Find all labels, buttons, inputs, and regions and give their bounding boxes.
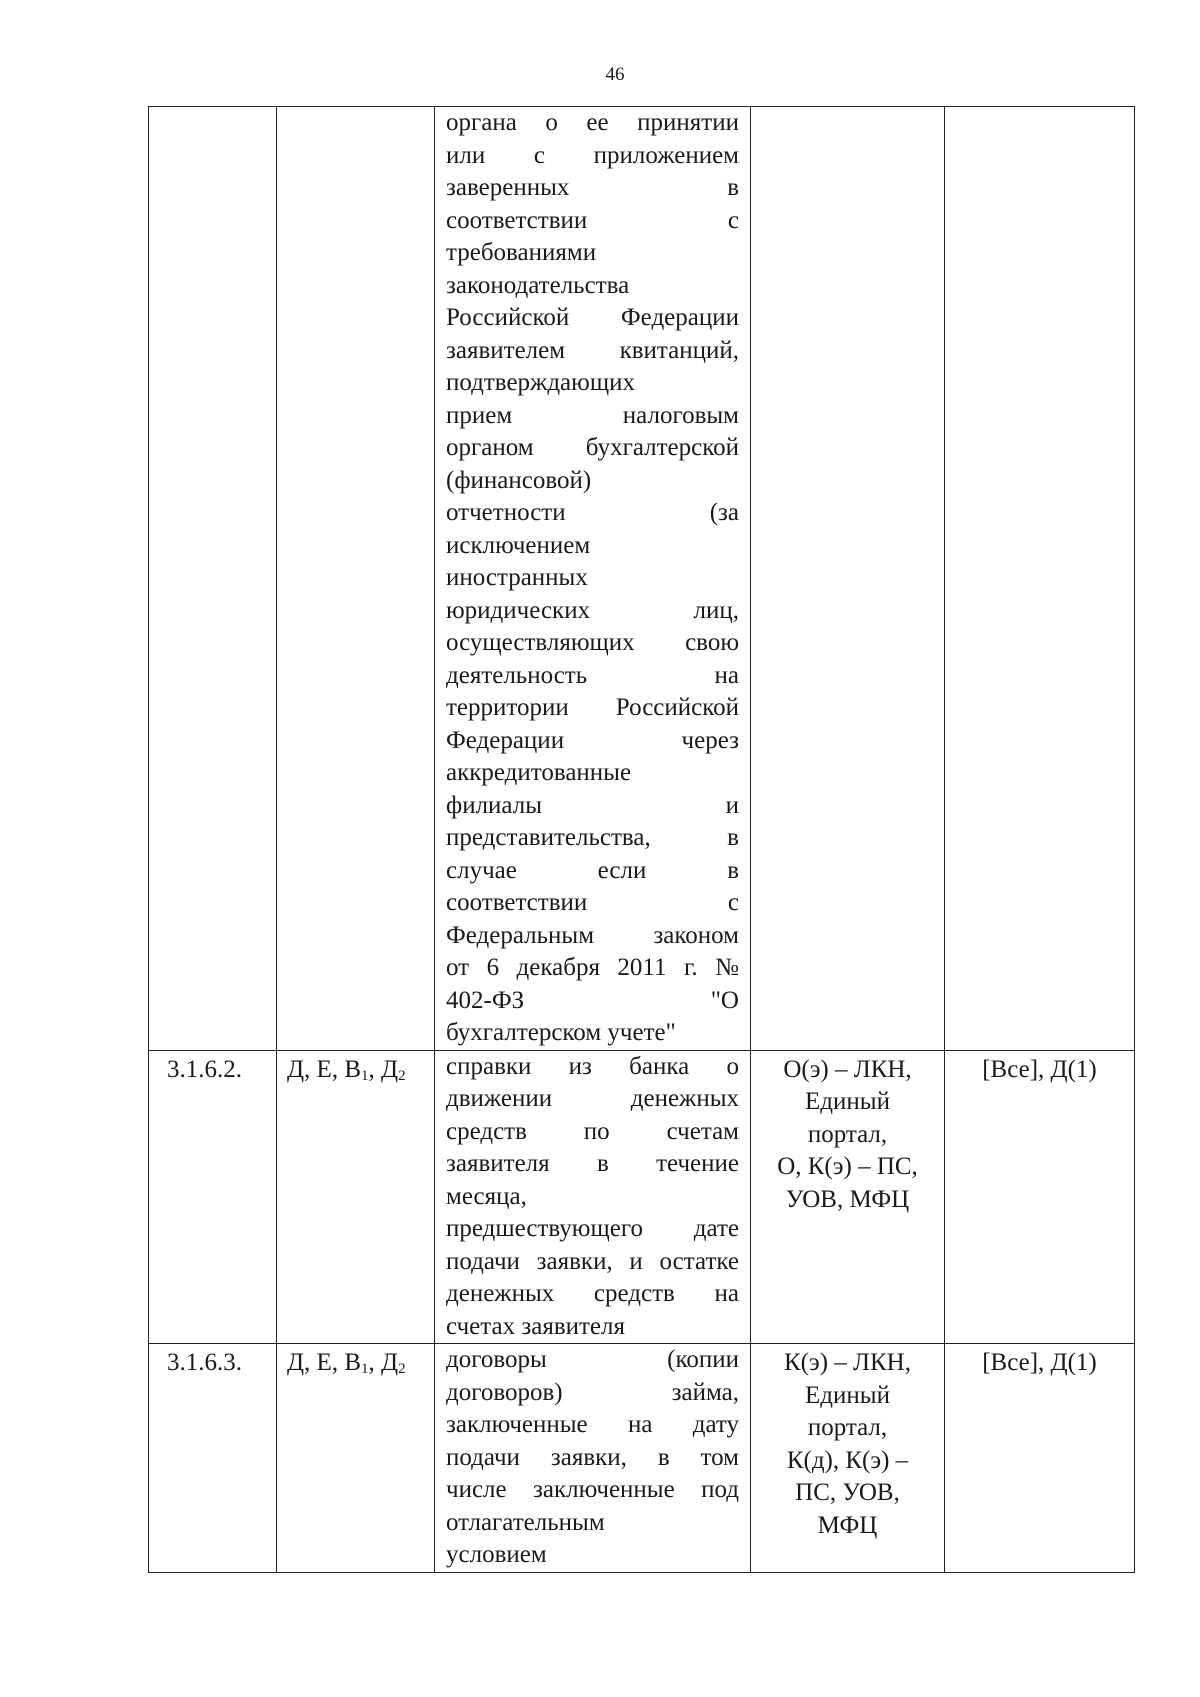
description-line: органа о ее принятии <box>446 109 739 136</box>
description-line: денежных средств на <box>446 1280 739 1307</box>
description-line: юридических лиц, <box>446 596 739 624</box>
row-number: 3.1.6.2. <box>149 1050 277 1344</box>
table-row-continuation <box>149 107 1135 1051</box>
code-subscript: 1 <box>361 1361 369 1377</box>
code-text: Д, Е, В <box>287 1055 361 1083</box>
submission-line: К(д), К(э) – <box>786 1446 909 1474</box>
code-text: , Д <box>368 1055 399 1083</box>
submission-cell <box>751 107 945 1051</box>
description-line: числе заключенные под <box>446 1476 739 1503</box>
description-line: Российской Федерации <box>446 304 739 331</box>
description-line: или с приложением <box>446 141 739 169</box>
description-line: договоры (копии <box>446 1346 739 1373</box>
description-line: представительства, в <box>446 824 739 851</box>
code-text: Д, Е, В <box>287 1349 361 1376</box>
codes-cell <box>277 1344 435 1573</box>
description-line: Федеральным законом <box>446 921 739 949</box>
description-line: прием налоговым <box>446 401 739 429</box>
description-line: движении денежных <box>446 1085 739 1112</box>
description-line: аккредитованные <box>446 759 632 786</box>
number-cell <box>149 107 277 1051</box>
submission-line: Единый <box>805 1381 890 1409</box>
description-line: средств по счетам <box>446 1117 739 1145</box>
code-subscript: 2 <box>398 1067 406 1084</box>
codes-cell <box>277 107 435 1051</box>
description-line: отчетности (за <box>446 499 739 526</box>
submission-line: О, К(э) – ПС, <box>777 1153 918 1180</box>
codes-cell <box>277 1050 435 1344</box>
code-text: , Д <box>368 1349 399 1376</box>
page-number: 46 <box>605 64 625 85</box>
row-number: 3.1.6.3. <box>149 1344 277 1573</box>
description-line: условием <box>446 1541 547 1568</box>
description-line: иностранных <box>446 564 588 591</box>
description-line: договоров) займа, <box>446 1378 739 1406</box>
table-row <box>149 1344 1135 1573</box>
submission-line: Единый <box>805 1088 890 1115</box>
description-line: от 6 декабря 2011 г. № <box>446 954 739 981</box>
table-row <box>149 1050 1135 1344</box>
description-line: исключением <box>446 531 591 559</box>
description-line: (финансовой) <box>446 466 592 494</box>
applicants-cell <box>945 107 1135 1051</box>
code-subscript: 1 <box>361 1067 369 1084</box>
description-line: территории Российской <box>446 694 739 721</box>
description-line: месяца, <box>446 1182 527 1210</box>
description-line: отлагательным <box>446 1508 605 1536</box>
description-line: органом бухгалтерской <box>446 434 739 461</box>
description-line: заключенные на дату <box>446 1411 739 1438</box>
submission-line: УОВ, МФЦ <box>785 1185 910 1213</box>
description-line: справки из банка о <box>446 1052 739 1080</box>
description-line: Федерации через <box>446 726 739 754</box>
submission-cell <box>751 1050 945 1344</box>
applicants-cell: [Все], Д(1) <box>945 1050 1135 1344</box>
description-line: бухгалтерском учете" <box>446 1019 676 1046</box>
submission-line: МФЦ <box>817 1511 878 1539</box>
description-line: законодательства <box>446 271 630 299</box>
description-line: предшествующего дате <box>446 1215 739 1242</box>
description-line: подтверждающих <box>446 369 635 396</box>
description-line: филиалы и <box>446 791 739 819</box>
description-line: заявителем квитанций, <box>446 336 739 364</box>
submission-line: ПС, УОВ, <box>795 1479 900 1506</box>
submission-cell <box>751 1344 945 1573</box>
description-line: соответствии с <box>446 206 739 234</box>
applicants-cell: [Все], Д(1) <box>945 1344 1135 1573</box>
description-line: 402-ФЗ "О <box>446 986 739 1014</box>
description-line: деятельность на <box>446 661 739 689</box>
submission-line: К(э) – ЛКН, <box>784 1349 911 1376</box>
description-line: соответствии с <box>446 889 739 916</box>
description-line: заверенных в <box>446 174 739 201</box>
submission-line: О(э) – ЛКН, <box>783 1055 912 1083</box>
submission-line: портал, <box>807 1414 888 1441</box>
requirements-table <box>148 106 1135 1573</box>
description-cell <box>435 1344 751 1573</box>
description-cell <box>435 1050 751 1344</box>
description-line: требованиями <box>446 239 597 266</box>
description-line: подачи заявки, и остатке <box>446 1247 739 1275</box>
submission-line: портал, <box>807 1120 888 1148</box>
description-line: заявителя в течение <box>446 1150 739 1177</box>
description-line: счетах заявителя <box>446 1312 625 1340</box>
description-line: подачи заявки, в том <box>446 1443 739 1471</box>
code-subscript: 2 <box>398 1361 406 1377</box>
description-cell <box>435 107 751 1051</box>
description-line: случае если в <box>446 856 739 884</box>
description-line: осуществляющих свою <box>446 629 739 656</box>
